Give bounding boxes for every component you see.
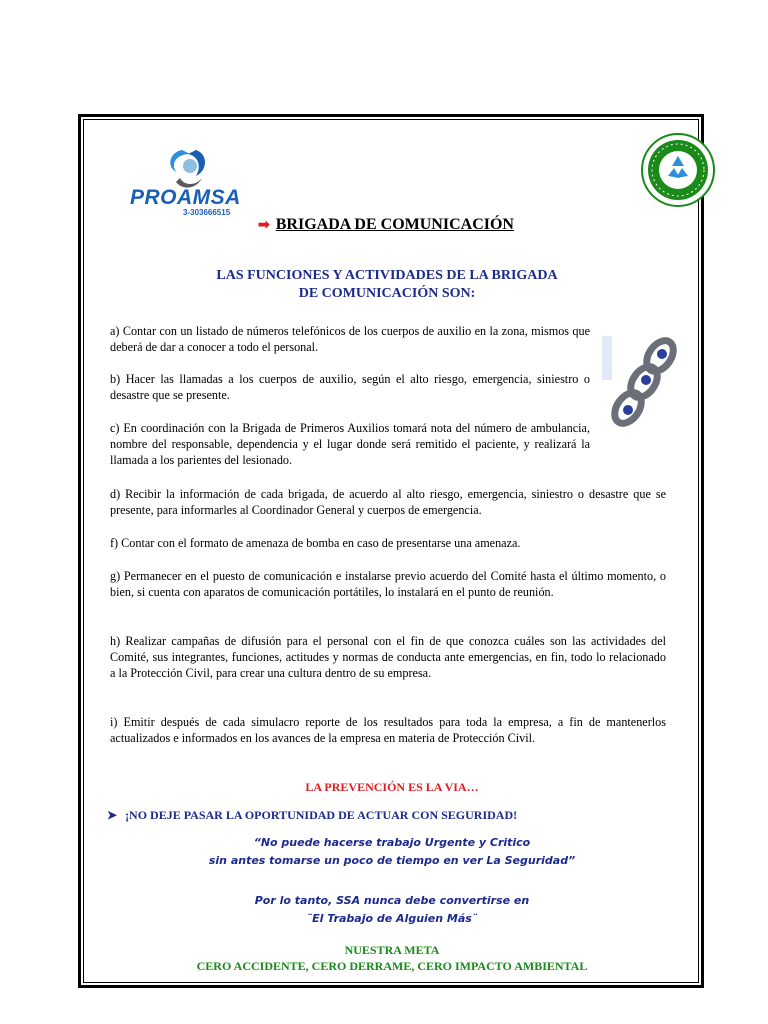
arrowhead-bullet-icon: ➤ (107, 808, 118, 822)
item-i: i) Emitir después de cada simulacro reporte de los resultados para toda la empresa, a fin de mantenerlos actualizados e informados en los avances de la empresa en materia de Protección Civil. (110, 715, 666, 745)
safety-callout-text: ¡NO DEJE PASAR LA OPORTUNIDAD DE ACTUAR CON SEGURIDAD! (125, 808, 518, 822)
logo-phone: 3-303666515 (183, 208, 231, 217)
item-c: c) En coordinación con la Brigada de Primeros Auxilios tomará nota del número de ambulancia, nombre del responsable, dependencia y el lugar donde será remitido el paciente, y realizará la llamada a los parientes del lesionado. (110, 421, 590, 467)
quote1-line1: “No puede hacerse trabajo Urgente y Critico (253, 836, 531, 849)
chain-links-icon (598, 330, 682, 438)
item-d: d) Recibir la información de cada brigada, de acuerdo al alto riesgo, emergencia, siniestro o desastre que se presente, para informarles al Coordinador General y cuerpos de emergencia. (110, 487, 666, 517)
item-h: h) Realizar campañas de difusión para el personal con el fin de que conozca cuáles son las actividades del Comité, sus integrantes, funciones, actitudes y normas de conducta ante emergencias, en fin, todo lo relacionado a la Protección Civil, para crear una cultura dentro de su empresa. (110, 634, 666, 680)
item-a: a) Contar con un listado de números telefónicos de los cuerpos de auxilio en la zona, mismos que deberá de dar a conocer a todo el personal. (110, 324, 590, 354)
page-title (258, 216, 514, 234)
goal-text: CERO ACCIDENTE, CERO DERRAME, CERO IMPACTO AMBIENTAL (196, 959, 588, 973)
goal-title: NUESTRA META (344, 943, 440, 957)
prevention-slogan: LA PREVENCIÓN ES LA VIA… (305, 780, 479, 794)
safety-seal-icon (640, 132, 716, 208)
subheading-line1: LAS FUNCIONES Y ACTIVIDADES DE LA BRIGADA (216, 268, 558, 283)
subheading-line2: DE COMUNICACIÓN SON: (298, 286, 476, 301)
quote1-line2: sin antes tomarse un poco de tiempo en ver La Seguridad” (208, 854, 576, 867)
quote2-line2: ¨El Trabajo de Alguien Más¨ (306, 912, 478, 925)
item-g: g) Permanecer en el puesto de comunicación e instalarse previo acuerdo del Comité hasta el último momento, o bien, si cuenta con aparatos de comunicación portátiles, lo instalará en el punto de reunión. (110, 569, 666, 599)
arrow-right-icon: ➡ (258, 218, 270, 233)
quote2-line1: Por lo tanto, SSA nunca debe convertirse en (254, 894, 530, 907)
safety-callout (107, 808, 517, 823)
item-b: b) Hacer las llamadas a los cuerpos de auxilio, según el alto riesgo, emergencia, siniestro o desastre que se presente. (110, 372, 590, 402)
page-title-text: BRIGADA DE COMUNICACIÓN (275, 216, 514, 233)
item-f: f) Contar con el formato de amenaza de bomba en caso de presentarse una amenaza. (110, 536, 521, 550)
logo-name: PROAMSA (130, 186, 241, 209)
